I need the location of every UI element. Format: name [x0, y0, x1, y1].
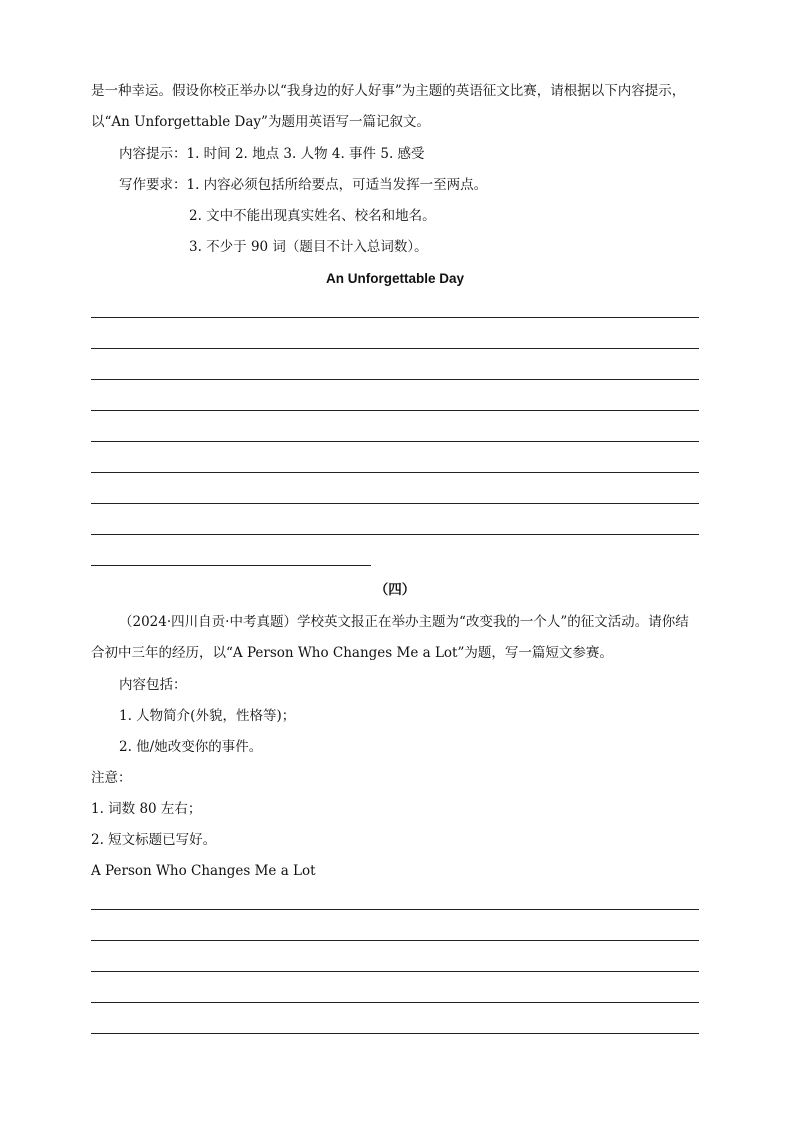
writing-line[interactable]: [91, 317, 699, 318]
writing-line[interactable]: [91, 971, 699, 972]
note-item-2: 2. 短文标题已写好。: [91, 832, 217, 848]
essay-title-1: An Unforgettable Day: [325, 271, 464, 286]
writing-line-short[interactable]: [91, 565, 371, 566]
intro-line-2: 以“An Unforgettable Day”为题用英语写一篇记叙文。: [91, 114, 430, 130]
writing-line[interactable]: [91, 1002, 699, 1003]
intro-line-1: 是一种幸运。假设你校正举办以“我身边的好人好事”为主题的英语征文比赛，请根据以下内容提示，: [91, 83, 686, 99]
note-item-1: 1. 词数 80 左右；: [91, 801, 202, 817]
prompt-line-1: （2024·四川自贡·中考真题）学校英文报正在举办主题为“改变我的一个人”的征文活动。请你结: [119, 614, 689, 630]
writing-line[interactable]: [91, 940, 699, 941]
writing-line[interactable]: [91, 909, 699, 910]
writing-line[interactable]: [91, 379, 699, 380]
writing-line[interactable]: [91, 348, 699, 349]
content-header: 内容包括：: [119, 677, 187, 693]
note-header: 注意：: [91, 770, 132, 786]
writing-requirement-1: 写作要求：1. 内容必须包括所给要点，可适当发挥一至两点。: [119, 177, 488, 193]
writing-line[interactable]: [91, 1033, 699, 1034]
content-hints: 内容提示：1. 时间 2. 地点 3. 人物 4. 事件 5. 感受: [119, 146, 425, 162]
writing-requirement-3: 3. 不少于 90 词（题目不计入总词数）。: [189, 239, 428, 255]
content-item-2: 2. 他/她改变你的事件。: [119, 739, 263, 755]
writing-line[interactable]: [91, 441, 699, 442]
writing-line[interactable]: [91, 534, 699, 535]
writing-requirement-2: 2. 文中不能出现真实姓名、校名和地名。: [189, 208, 436, 224]
section-label: （四）: [374, 582, 416, 597]
prompt-line-2: 合初中三年的经历，以“A Person Who Changes Me a Lot”为题，写一篇短文参赛。: [91, 645, 613, 661]
content-item-1: 1. 人物简介(外貌，性格等)；: [119, 708, 296, 724]
writing-line[interactable]: [91, 472, 699, 473]
writing-line[interactable]: [91, 410, 699, 411]
essay-title-2: A Person Who Changes Me a Lot: [91, 863, 316, 879]
writing-line[interactable]: [91, 503, 699, 504]
